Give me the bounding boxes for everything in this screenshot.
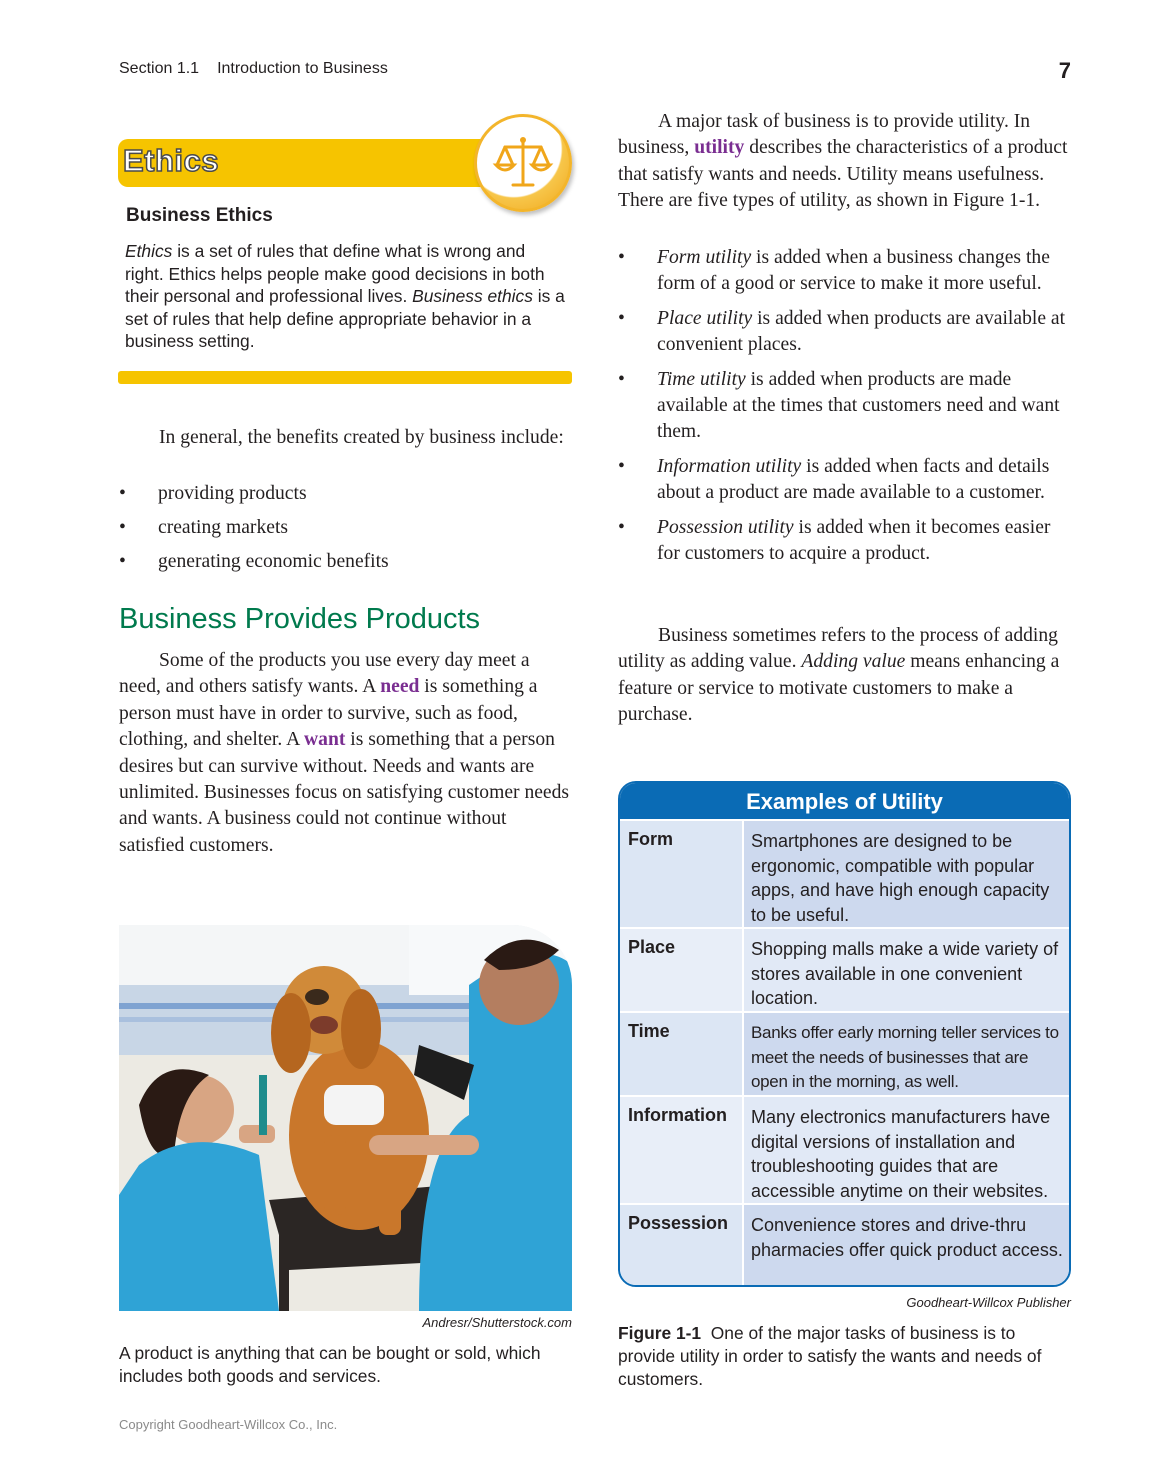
benefits-list bbox=[119, 481, 569, 583]
ethics-banner-title: Ethics bbox=[123, 143, 220, 178]
table-row: Possession Convenience stores and drive-thru pharmacies offer quick product access. bbox=[620, 1203, 1069, 1287]
products-paragraph: Some of the products you use every day meet a need, and others satisfy wants. A need is something a person must have in order to survive, such as food, clothing, and shelter. A want is something that a person desires but can survive without. Needs and wants are unlimited. Businesses focus on satisfying customer needs and wants. A business could not continue without satisfied customers. bbox=[119, 650, 570, 856]
list-item: • generating economic benefits bbox=[119, 551, 389, 572]
utility-term: utility bbox=[694, 137, 745, 159]
ethics-body: Ethics is a set of rules that define what is wrong and right. Ethics helps people make good decisions in both their personal and professional lives. Business ethics is a set of rules that help define appropriate behavior in a business setting. bbox=[125, 241, 565, 352]
page-number: 7 bbox=[1058, 58, 1071, 83]
list-item: • Information utility is added when facts and details about a product are made available to a customer. bbox=[618, 455, 1050, 504]
table-credit: Goodheart-Willcox Publisher bbox=[906, 1295, 1071, 1310]
benefits-intro: In general, the benefits created by business include: bbox=[159, 427, 564, 448]
adding-value-term: Adding value bbox=[801, 651, 906, 673]
adding-value-paragraph: Business sometimes refers to the process of adding utility as adding value. Adding value means enhancing a feature or service to motivate customers to make a purchase. bbox=[618, 625, 1060, 726]
figure-label: Figure 1-1 bbox=[618, 1323, 702, 1343]
table-row: Place Shopping malls make a wide variety of stores available in one convenient location. bbox=[620, 927, 1069, 1011]
table-row: Form Smartphones are designed to be ergonomic, compatible with popular apps, and have high enough capacity to be useful. bbox=[620, 819, 1069, 927]
ethics-term: Ethics bbox=[125, 241, 173, 261]
running-head bbox=[119, 60, 388, 78]
chapter-title: Introduction to Business bbox=[217, 60, 388, 77]
business-ethics-term: Business ethics bbox=[412, 286, 533, 307]
table-title: Examples of Utility bbox=[620, 783, 1069, 819]
utility-paragraph: A major task of business is to provide utility. In business, utility describes the characteristics of a product that satisfy wants and needs. Utility means usefulness. There are five types of utility, as shown in Figure 1-1. bbox=[618, 111, 1068, 212]
table-row: Time Banks offer early morning teller services to meet the needs of businesses that are open in the morning, as well. bbox=[620, 1011, 1069, 1095]
ethics-heading: Business Ethics bbox=[126, 205, 273, 226]
list-item: • providing products bbox=[119, 483, 307, 504]
section-number: Section 1.1 bbox=[119, 60, 200, 77]
list-item: • Possession utility is added when it becomes easier for customers to acquire a product. bbox=[618, 516, 1051, 565]
photo-credit: Andresr/Shutterstock.com bbox=[422, 1315, 572, 1330]
pet-grooming-photo bbox=[119, 925, 572, 1311]
need-term: need bbox=[380, 676, 420, 698]
list-item: • Form utility is added when a business changes the form of a good or service to make it more useful. bbox=[618, 247, 1050, 295]
list-item: • Time utility is added when products are made available at the times that customers need and want them. bbox=[618, 368, 1060, 443]
ethics-bottom-rule bbox=[118, 371, 572, 384]
examples-of-utility-table bbox=[618, 781, 1071, 1287]
figure-caption: Figure 1-1 One of the major tasks of business is to provide utility in order to satisfy the wants and needs of customers. bbox=[618, 1323, 1042, 1389]
scales-of-justice-icon bbox=[474, 114, 572, 212]
photo-caption: A product is anything that can be bought or sold, which includes both goods and services. bbox=[119, 1343, 541, 1386]
section-heading: Business Provides Products bbox=[119, 603, 481, 635]
table-row: Information Many electronics manufacturers have digital versions of installation and troubleshooting guides that are accessible anytime on their websites. bbox=[620, 1095, 1069, 1203]
utility-types-list bbox=[618, 245, 1073, 575]
want-term: want bbox=[304, 729, 346, 751]
copyright-notice: Copyright Goodheart-Willcox Co., Inc. bbox=[119, 1417, 338, 1432]
list-item: • creating markets bbox=[119, 517, 289, 538]
list-item: • Place utility is added when products are available at convenient places. bbox=[618, 307, 1066, 356]
